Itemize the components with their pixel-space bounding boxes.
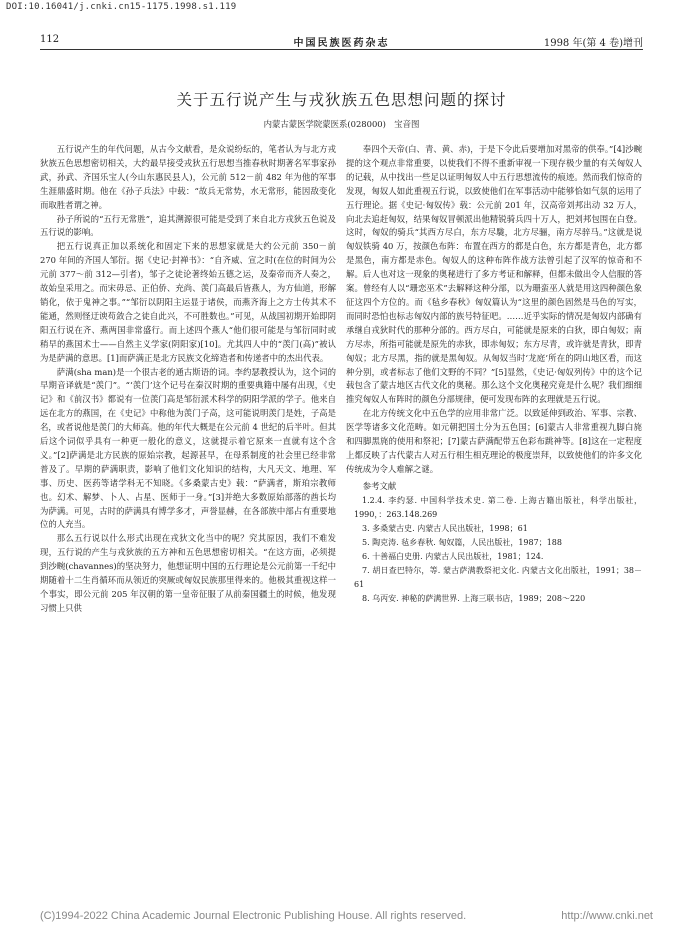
footer-url[interactable]: http://www.cnki.net xyxy=(561,910,653,922)
left-column xyxy=(40,143,336,616)
reference-item: 6. 十善福白史册. 内蒙古人民出版社，1981；124. xyxy=(362,551,544,561)
paragraph: 奉四个天帝(白、青、黄、赤)，于是下令此后要增加对黑帝的供奉。”[4]沙畹提的这个观点非常重要，以使我们不得不重新审视一下现存极少量的有关匈奴人的记载，从中找出一些足以证明匈奴人中五行思想流传的痕迹。然而我们惊奇的发现，匈奴人如此重视五行说，以致使他们在军事活动中能够恰如气氛的运用了五行理论。据《史记·匈奴传》载：公元前 201 年，汉高帝刘邦出动 32 万人，向北去追赶匈奴，结果匈奴冒顿派出他精锐骑兵四十万人，把刘邦包围在白登。这时，匈奴的骑兵“其西方尽白，东方尽駹，北方尽骊，南方尽骍马。”这就是说匈奴铁骑 40 万，按颜色布阵：布置在西方的都是白色，东方都是青色，北方都是黑色，南方都是赤色。匈奴人的这种布阵作战方法曾引起了汉军的惊奇和不解。后人也对这一现象的奥秘进行了多方考证和解释，但都未做出令人信服的答案。曾经有人以“珊恋巫术”去解释这种分部，以为珊蛮巫人就是用这四种颜色象征这四个方位的。而《毡乡春秋》匈奴篇认为“这里的颜色固然是马色的写实，而同时恐怕也标志匈奴内部的族号特征吧。……近乎实际的情况是匈奴内部确有承继自戎狄时代的那种分部的。西方尽白，可能就是原来的白狄，即白匈奴；南方尽赤，所指可能就是原先的赤狄，即赤匈奴；东方尽青，或许就是青狄，即青匈奴；北方尽黑，指的就是黑匈奴。从匈奴当时‘龙庭’所在的阴山地区看，而这种分别，或者标志了他们文野的不同？”[5]显然，《史记·匈奴列传》中的这个记载包含了蒙古地区古代文化的奥秘。那么这个文化奥秘究竟是什么呢？我们细细推究匈奴人布阵时的颜色分部规律，便可发现布阵的玄理就是五行说。 xyxy=(346,144,642,405)
reference-item: 5. 陶克涛. 毡乡春秋. 匈奴篇，人民出版社，1987；188 xyxy=(362,537,562,547)
copyright-text: (C)1994-2022 China Academic Journal Electronic Publishing House. All rights reserved. xyxy=(40,910,467,922)
article-title: 关于五行说产生与戎狄族五色思想问题的探讨 xyxy=(176,91,507,109)
reference-item: 8. 乌丙安. 神秘的萨满世界. 上海三联书店，1989；208～220 xyxy=(362,593,586,603)
reference-item: 3. 多桑蒙古史. 内蒙古人民出版社，1998；61 xyxy=(362,523,528,533)
right-column xyxy=(346,143,642,606)
paragraph: 在北方传统文化中五色学的应用非常广泛。以致延伸到政治、军事、宗教、医学等诸多文化范畴。如元朝把国土分为五色国；[6]蒙古人非常重视九脚白旄和四脚黑旄的使用和祭祀；[7]蒙古萨满配带五色彩布跳神等。[8]这在一定程度上都反映了古代蒙古人对五行相生相克理论的极度崇拜，以致使他们的许多文化传统成为令人难解之谜。 xyxy=(346,408,642,474)
reference-item: 1.2.4. 李约瑟. 中国科学技术史. 第二卷. 上海古籍出版社，科学出版社，1990，：263.148.269 xyxy=(354,495,642,519)
paragraph: 孙子所说的“五行无常胜”，追其溯源很可能是受到了来自北方戎狄五色说及五行说的影响。 xyxy=(40,213,336,238)
references-list xyxy=(346,494,642,606)
article-author: 内蒙古蒙医学院蒙医系(028000) 宝音图 xyxy=(263,119,420,129)
header-rule xyxy=(40,49,643,50)
paragraph: 五行说产生的年代问题，从古今文献看，是众说纷纭的，笔者认为与北方戎狄族五色思想密切相关，大约最早接受戎狄五行思想当推春秋时期著名军事家孙武，孙武、齐国乐宝人(今山东惠民县人)，公元前 512－前 482 年为他的军事生涯鼎盛时期。他在《孙子兵法》中载：“故兵无常势，水无常形，能因敌变化而取胜者谓之神。 xyxy=(40,144,336,210)
paragraph: 萨满(sha man)是一个很古老的通古斯语的词。李约瑟教授认为，这个词的早期音译就是“羡门”。“‘羡门’这个记号在秦汉时期的重要典籍中屡有出现，《史记》和《前汉书》都说有一位羡门高是邹衍派术科学的阴阳学派的学子。他来自远在北方的燕国，在《史记》中称他为羡门子高，这可能说明羡门是姓，子高是名，或者说他是羡门的大师高。他的年代大概是在公元前 4 世纪的后半叶。但其后这个词似乎具有一种更一般化的意义，这就提示着它原来一直就有这个含义。”[2]萨满是北方民族的原始宗教，起源甚早，在母系制度的社会里已经非常普及了。早期的萨满职责，影响了他们文化知识的结构，大凡天文、地理、军事、历史、医药等诸学科无不知晓。《多桑蒙古史》载：“萨满者，斯珀宗教师也。幻术、解梦、卜人、占星、医师于一身。”[3]并绝大多数原始部落的酋长均为萨满。可见，古时的萨满具有博学多才，声誉显赫，在各部族中部占有重要地位的人充当。 xyxy=(40,366,336,530)
paragraph: 那么五行说以什么形式出现在戎狄文化当中的呢？究其原因，我们不难发现，五行说的产生与戎狄族的五方神和五色思想密切相关。“在这方面，必须提到沙畹(chavannes)的坚决努力，他想证明中国的五行理论是公元前第一千纪中期随着十二生肖循环而从领近的突厥或匈奴民族那里得来的。他极其重视这样一个事实，即公元前 205 年汉朝的第一皇帝征服了从前秦国疆土的时候，他发现习惯上只供 xyxy=(40,533,336,613)
paragraph: 把五行说真正加以系统化和固定下来的思想家就是大约公元前 350－前 270 年间的齐国人邹衍。据《史记·封禅书》：“自齐威、宣之时(在位的时间为公元前 377～前 312—引者)，邹子之徒论著终始五德之运，及秦帝而齐人奏之，故始皇采用之。而宋毋忌、正伯侨、充尚、羡门高最后皆燕人，为方仙道，形解销化，依于鬼神之事。”“邹衍以阴阳主运显于诸侯，而燕齐海上之方士传其术不能通，然则怪迂谀苟敛合之徒自此兴，不可胜数也。”可见，从战国初期开始即阴阳五行说在齐、燕两国非常盛行。而上述四个燕人“他们很可能是与邹衍同时或稍早的燕国术士——自然主义学家(阴阳家)[10]。尤其四人中的“羡门(高)”被认为是萨满的意思。[1]而萨满正是北方民族文化缔造者和传递者中的杰出代表。 xyxy=(40,241,336,363)
journal-name: 中国民族医药杂志 xyxy=(293,38,390,49)
running-header xyxy=(40,34,643,48)
references-heading: 参考文献 xyxy=(362,480,397,491)
reference-item: 7. 胡日查巴特尔，等. 蒙古萨满教祭祀文化. 内蒙古文化出版社，1991；38－61 xyxy=(354,565,642,589)
issue-info: 1998 年(第 4 卷)增刊 xyxy=(543,38,643,49)
doi-line: DOI:10.16041/j.cnki.cn15-1175.1998.s1.119 xyxy=(6,2,237,12)
page-number: 112 xyxy=(40,34,60,45)
